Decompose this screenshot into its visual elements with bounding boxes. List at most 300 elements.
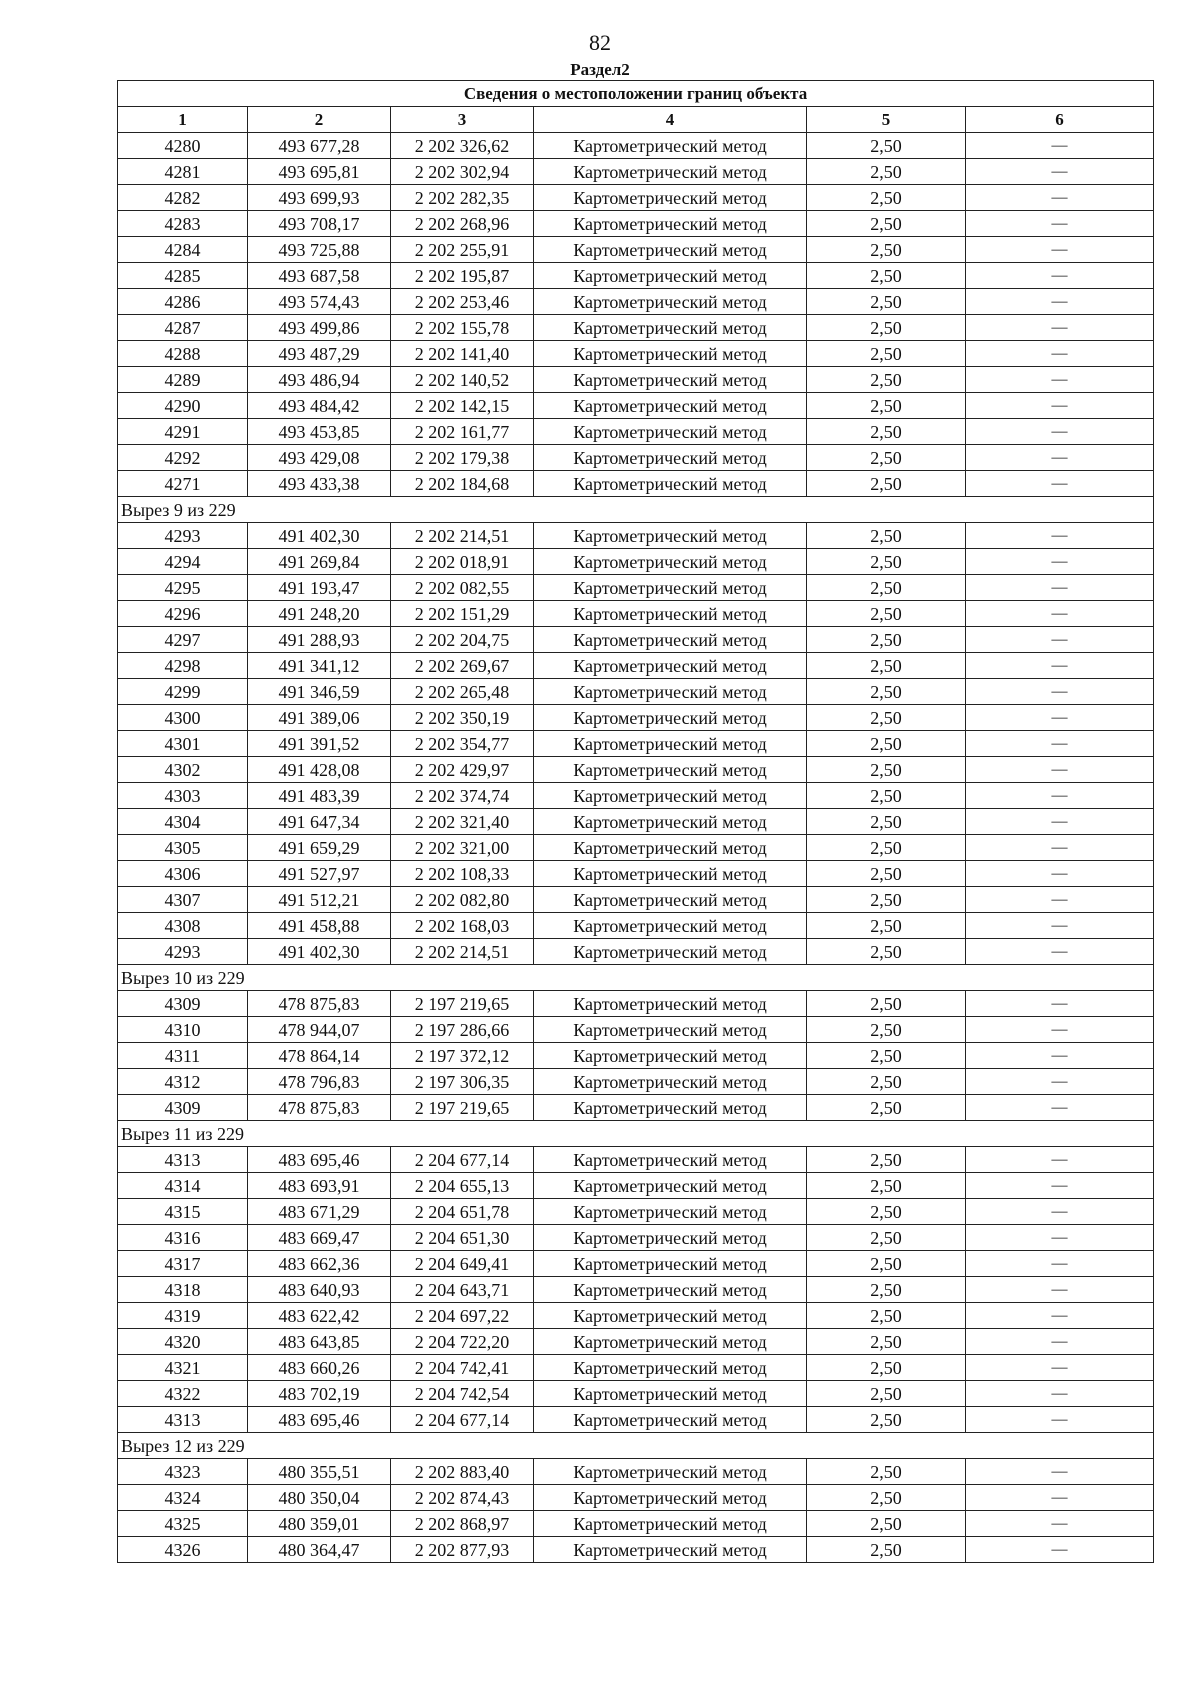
point-number-cell: 4299 [118, 679, 248, 705]
method-cell: Картометрический метод [534, 1043, 807, 1069]
description-cell: — [966, 1355, 1154, 1381]
table-row [118, 861, 1154, 887]
accuracy-cell: 2,50 [807, 887, 966, 913]
method-cell: Картометрический метод [534, 1251, 807, 1277]
x-coordinate-cell: 478 796,83 [248, 1069, 391, 1095]
description-cell: — [966, 887, 1154, 913]
section-label: Вырез 9 из 229 [118, 497, 1154, 523]
table-row [118, 1173, 1154, 1199]
accuracy-cell: 2,50 [807, 1199, 966, 1225]
y-coordinate-cell: 2 197 372,12 [391, 1043, 534, 1069]
method-cell: Картометрический метод [534, 315, 807, 341]
method-cell: Картометрический метод [534, 679, 807, 705]
x-coordinate-cell: 480 359,01 [248, 1511, 391, 1537]
x-coordinate-cell: 493 499,86 [248, 315, 391, 341]
y-coordinate-cell: 2 202 082,55 [391, 575, 534, 601]
table-row [118, 1017, 1154, 1043]
description-cell: — [966, 913, 1154, 939]
accuracy-cell: 2,50 [807, 341, 966, 367]
method-cell: Картометрический метод [534, 419, 807, 445]
description-cell: — [966, 549, 1154, 575]
point-number-cell: 4310 [118, 1017, 248, 1043]
method-cell: Картометрический метод [534, 1459, 807, 1485]
point-number-cell: 4282 [118, 185, 248, 211]
point-number-cell: 4291 [118, 419, 248, 445]
y-coordinate-cell: 2 202 321,40 [391, 809, 534, 835]
method-cell: Картометрический метод [534, 549, 807, 575]
x-coordinate-cell: 483 669,47 [248, 1225, 391, 1251]
accuracy-cell: 2,50 [807, 315, 966, 341]
accuracy-cell: 2,50 [807, 367, 966, 393]
point-number-cell: 4298 [118, 653, 248, 679]
x-coordinate-cell: 493 453,85 [248, 419, 391, 445]
table-row [118, 1537, 1154, 1563]
description-cell: — [966, 445, 1154, 471]
table-row [118, 1277, 1154, 1303]
table-row [118, 1147, 1154, 1173]
table-row [118, 1095, 1154, 1121]
x-coordinate-cell: 478 864,14 [248, 1043, 391, 1069]
table-row [118, 757, 1154, 783]
y-coordinate-cell: 2 202 354,77 [391, 731, 534, 757]
x-coordinate-cell: 493 677,28 [248, 133, 391, 159]
x-coordinate-cell: 491 269,84 [248, 549, 391, 575]
point-number-cell: 4316 [118, 1225, 248, 1251]
x-coordinate-cell: 483 643,85 [248, 1329, 391, 1355]
accuracy-cell: 2,50 [807, 263, 966, 289]
accuracy-cell: 2,50 [807, 289, 966, 315]
y-coordinate-cell: 2 202 321,00 [391, 835, 534, 861]
description-cell: — [966, 419, 1154, 445]
method-cell: Картометрический метод [534, 1537, 807, 1563]
point-number-cell: 4317 [118, 1251, 248, 1277]
x-coordinate-cell: 483 693,91 [248, 1173, 391, 1199]
section-row [118, 965, 1154, 991]
accuracy-cell: 2,50 [807, 549, 966, 575]
y-coordinate-cell: 2 202 161,77 [391, 419, 534, 445]
description-cell: — [966, 341, 1154, 367]
point-number-cell: 4293 [118, 523, 248, 549]
point-number-cell: 4303 [118, 783, 248, 809]
y-coordinate-cell: 2 202 429,97 [391, 757, 534, 783]
method-cell: Картометрический метод [534, 185, 807, 211]
point-number-cell: 4286 [118, 289, 248, 315]
point-number-cell: 4292 [118, 445, 248, 471]
accuracy-cell: 2,50 [807, 627, 966, 653]
table-row [118, 1069, 1154, 1095]
section-label: Вырез 11 из 229 [118, 1121, 1154, 1147]
description-cell: — [966, 289, 1154, 315]
x-coordinate-cell: 491 346,59 [248, 679, 391, 705]
description-cell: — [966, 237, 1154, 263]
method-cell: Картометрический метод [534, 393, 807, 419]
table-row [118, 315, 1154, 341]
method-cell: Картометрический метод [534, 1147, 807, 1173]
table-row [118, 1381, 1154, 1407]
point-number-cell: 4285 [118, 263, 248, 289]
method-cell: Картометрический метод [534, 1355, 807, 1381]
accuracy-cell: 2,50 [807, 159, 966, 185]
point-number-cell: 4309 [118, 1095, 248, 1121]
point-number-cell: 4313 [118, 1407, 248, 1433]
table-caption-row [118, 81, 1154, 107]
accuracy-cell: 2,50 [807, 445, 966, 471]
description-cell: — [966, 159, 1154, 185]
point-number-cell: 4319 [118, 1303, 248, 1329]
accuracy-cell: 2,50 [807, 1329, 966, 1355]
point-number-cell: 4304 [118, 809, 248, 835]
x-coordinate-cell: 491 483,39 [248, 783, 391, 809]
table-row [118, 237, 1154, 263]
point-number-cell: 4297 [118, 627, 248, 653]
table-row [118, 445, 1154, 471]
description-cell: — [966, 653, 1154, 679]
x-coordinate-cell: 491 402,30 [248, 523, 391, 549]
accuracy-cell: 2,50 [807, 1147, 966, 1173]
y-coordinate-cell: 2 202 214,51 [391, 523, 534, 549]
description-cell: — [966, 1225, 1154, 1251]
point-number-cell: 4312 [118, 1069, 248, 1095]
point-number-cell: 4300 [118, 705, 248, 731]
x-coordinate-cell: 478 875,83 [248, 991, 391, 1017]
method-cell: Картометрический метод [534, 887, 807, 913]
accuracy-cell: 2,50 [807, 471, 966, 497]
y-coordinate-cell: 2 202 179,38 [391, 445, 534, 471]
x-coordinate-cell: 491 402,30 [248, 939, 391, 965]
accuracy-cell: 2,50 [807, 757, 966, 783]
x-coordinate-cell: 493 433,38 [248, 471, 391, 497]
table-row [118, 1407, 1154, 1433]
x-coordinate-cell: 493 695,81 [248, 159, 391, 185]
point-number-cell: 4322 [118, 1381, 248, 1407]
method-cell: Картометрический метод [534, 653, 807, 679]
point-number-cell: 4288 [118, 341, 248, 367]
accuracy-cell: 2,50 [807, 1407, 966, 1433]
point-number-cell: 4293 [118, 939, 248, 965]
table-row [118, 835, 1154, 861]
point-number-cell: 4295 [118, 575, 248, 601]
y-coordinate-cell: 2 204 742,41 [391, 1355, 534, 1381]
point-number-cell: 4294 [118, 549, 248, 575]
table-row [118, 1329, 1154, 1355]
table-row [118, 887, 1154, 913]
point-number-cell: 4325 [118, 1511, 248, 1537]
description-cell: — [966, 731, 1154, 757]
section-row [118, 1121, 1154, 1147]
accuracy-cell: 2,50 [807, 913, 966, 939]
table-row [118, 211, 1154, 237]
x-coordinate-cell: 483 695,46 [248, 1147, 391, 1173]
table-row [118, 1459, 1154, 1485]
description-cell: — [966, 1017, 1154, 1043]
point-number-cell: 4315 [118, 1199, 248, 1225]
description-cell: — [966, 575, 1154, 601]
y-coordinate-cell: 2 202 195,87 [391, 263, 534, 289]
accuracy-cell: 2,50 [807, 575, 966, 601]
y-coordinate-cell: 2 202 374,74 [391, 783, 534, 809]
table-row [118, 419, 1154, 445]
accuracy-cell: 2,50 [807, 939, 966, 965]
boundary-table [117, 80, 1154, 1563]
table-header-row [118, 107, 1154, 133]
x-coordinate-cell: 480 355,51 [248, 1459, 391, 1485]
description-cell: — [966, 1277, 1154, 1303]
point-number-cell: 4320 [118, 1329, 248, 1355]
y-coordinate-cell: 2 202 255,91 [391, 237, 534, 263]
description-cell: — [966, 783, 1154, 809]
x-coordinate-cell: 493 574,43 [248, 289, 391, 315]
table-row [118, 731, 1154, 757]
x-coordinate-cell: 491 248,20 [248, 601, 391, 627]
accuracy-cell: 2,50 [807, 1511, 966, 1537]
method-cell: Картометрический метод [534, 1173, 807, 1199]
x-coordinate-cell: 483 662,36 [248, 1251, 391, 1277]
x-coordinate-cell: 493 699,93 [248, 185, 391, 211]
accuracy-cell: 2,50 [807, 1017, 966, 1043]
method-cell: Картометрический метод [534, 783, 807, 809]
x-coordinate-cell: 491 389,06 [248, 705, 391, 731]
y-coordinate-cell: 2 197 306,35 [391, 1069, 534, 1095]
method-cell: Картометрический метод [534, 1095, 807, 1121]
page-number: 82 [589, 30, 611, 55]
x-coordinate-cell: 483 660,26 [248, 1355, 391, 1381]
y-coordinate-cell: 2 202 877,93 [391, 1537, 534, 1563]
accuracy-cell: 2,50 [807, 1277, 966, 1303]
section-row [118, 497, 1154, 523]
y-coordinate-cell: 2 204 697,22 [391, 1303, 534, 1329]
description-cell: — [966, 601, 1154, 627]
x-coordinate-cell: 493 484,42 [248, 393, 391, 419]
description-cell: — [966, 367, 1154, 393]
table-row [118, 471, 1154, 497]
description-cell: — [966, 1095, 1154, 1121]
column-header: 5 [807, 107, 966, 133]
method-cell: Картометрический метод [534, 705, 807, 731]
table-row [118, 575, 1154, 601]
table-row [118, 601, 1154, 627]
table-row [118, 159, 1154, 185]
y-coordinate-cell: 2 204 677,14 [391, 1147, 534, 1173]
x-coordinate-cell: 483 702,19 [248, 1381, 391, 1407]
method-cell: Картометрический метод [534, 809, 807, 835]
method-cell: Картометрический метод [534, 601, 807, 627]
x-coordinate-cell: 478 875,83 [248, 1095, 391, 1121]
description-cell: — [966, 757, 1154, 783]
description-cell: — [966, 1511, 1154, 1537]
y-coordinate-cell: 2 204 655,13 [391, 1173, 534, 1199]
description-cell: — [966, 211, 1154, 237]
method-cell: Картометрический метод [534, 263, 807, 289]
method-cell: Картометрический метод [534, 1017, 807, 1043]
point-number-cell: 4323 [118, 1459, 248, 1485]
point-number-cell: 4318 [118, 1277, 248, 1303]
method-cell: Картометрический метод [534, 471, 807, 497]
description-cell: — [966, 471, 1154, 497]
x-coordinate-cell: 493 687,58 [248, 263, 391, 289]
accuracy-cell: 2,50 [807, 1251, 966, 1277]
x-coordinate-cell: 491 288,93 [248, 627, 391, 653]
y-coordinate-cell: 2 204 649,41 [391, 1251, 534, 1277]
description-cell: — [966, 315, 1154, 341]
x-coordinate-cell: 491 512,21 [248, 887, 391, 913]
accuracy-cell: 2,50 [807, 1173, 966, 1199]
y-coordinate-cell: 2 204 677,14 [391, 1407, 534, 1433]
point-number-cell: 4308 [118, 913, 248, 939]
accuracy-cell: 2,50 [807, 419, 966, 445]
description-cell: — [966, 1199, 1154, 1225]
x-coordinate-cell: 483 695,46 [248, 1407, 391, 1433]
description-cell: — [966, 939, 1154, 965]
accuracy-cell: 2,50 [807, 1355, 966, 1381]
accuracy-cell: 2,50 [807, 1225, 966, 1251]
section-title: Раздел2 [570, 60, 630, 79]
y-coordinate-cell: 2 204 651,30 [391, 1225, 534, 1251]
accuracy-cell: 2,50 [807, 653, 966, 679]
table-row [118, 939, 1154, 965]
x-coordinate-cell: 491 341,12 [248, 653, 391, 679]
accuracy-cell: 2,50 [807, 705, 966, 731]
y-coordinate-cell: 2 202 874,43 [391, 1485, 534, 1511]
description-cell: — [966, 393, 1154, 419]
table-row [118, 1043, 1154, 1069]
description-cell: — [966, 1069, 1154, 1095]
description-cell: — [966, 523, 1154, 549]
accuracy-cell: 2,50 [807, 1459, 966, 1485]
table-row [118, 991, 1154, 1017]
x-coordinate-cell: 491 647,34 [248, 809, 391, 835]
accuracy-cell: 2,50 [807, 1537, 966, 1563]
table-row [118, 289, 1154, 315]
section-row [118, 1433, 1154, 1459]
y-coordinate-cell: 2 202 282,35 [391, 185, 534, 211]
table-row [118, 1355, 1154, 1381]
description-cell: — [966, 1329, 1154, 1355]
table-row [118, 367, 1154, 393]
method-cell: Картометрический метод [534, 757, 807, 783]
y-coordinate-cell: 2 202 184,68 [391, 471, 534, 497]
method-cell: Картометрический метод [534, 1485, 807, 1511]
description-cell: — [966, 627, 1154, 653]
point-number-cell: 4313 [118, 1147, 248, 1173]
accuracy-cell: 2,50 [807, 393, 966, 419]
column-header: 2 [248, 107, 391, 133]
description-cell: — [966, 1485, 1154, 1511]
x-coordinate-cell: 491 391,52 [248, 731, 391, 757]
method-cell: Картометрический метод [534, 1199, 807, 1225]
method-cell: Картометрический метод [534, 1069, 807, 1095]
column-header: 1 [118, 107, 248, 133]
point-number-cell: 4271 [118, 471, 248, 497]
method-cell: Картометрический метод [534, 1303, 807, 1329]
y-coordinate-cell: 2 204 742,54 [391, 1381, 534, 1407]
method-cell: Картометрический метод [534, 991, 807, 1017]
point-number-cell: 4314 [118, 1173, 248, 1199]
accuracy-cell: 2,50 [807, 133, 966, 159]
description-cell: — [966, 1173, 1154, 1199]
x-coordinate-cell: 480 364,47 [248, 1537, 391, 1563]
y-coordinate-cell: 2 202 883,40 [391, 1459, 534, 1485]
method-cell: Картометрический метод [534, 237, 807, 263]
method-cell: Картометрический метод [534, 1381, 807, 1407]
description-cell: — [966, 835, 1154, 861]
table-row [118, 263, 1154, 289]
table-row [118, 1251, 1154, 1277]
y-coordinate-cell: 2 202 350,19 [391, 705, 534, 731]
x-coordinate-cell: 493 725,88 [248, 237, 391, 263]
method-cell: Картометрический метод [534, 835, 807, 861]
point-number-cell: 4301 [118, 731, 248, 757]
x-coordinate-cell: 483 671,29 [248, 1199, 391, 1225]
x-coordinate-cell: 491 527,97 [248, 861, 391, 887]
table-caption: Сведения о местоположении границ объекта [118, 81, 1154, 107]
table-row [118, 185, 1154, 211]
table-row [118, 1199, 1154, 1225]
y-coordinate-cell: 2 197 286,66 [391, 1017, 534, 1043]
accuracy-cell: 2,50 [807, 1069, 966, 1095]
description-cell: — [966, 1381, 1154, 1407]
method-cell: Картометрический метод [534, 159, 807, 185]
method-cell: Картометрический метод [534, 627, 807, 653]
y-coordinate-cell: 2 202 141,40 [391, 341, 534, 367]
description-cell: — [966, 679, 1154, 705]
y-coordinate-cell: 2 202 269,67 [391, 653, 534, 679]
accuracy-cell: 2,50 [807, 601, 966, 627]
point-number-cell: 4311 [118, 1043, 248, 1069]
description-cell: — [966, 991, 1154, 1017]
accuracy-cell: 2,50 [807, 185, 966, 211]
y-coordinate-cell: 2 202 253,46 [391, 289, 534, 315]
method-cell: Картометрический метод [534, 211, 807, 237]
accuracy-cell: 2,50 [807, 679, 966, 705]
table-row [118, 705, 1154, 731]
point-number-cell: 4284 [118, 237, 248, 263]
table-row [118, 1225, 1154, 1251]
point-number-cell: 4302 [118, 757, 248, 783]
y-coordinate-cell: 2 202 018,91 [391, 549, 534, 575]
method-cell: Картометрический метод [534, 575, 807, 601]
y-coordinate-cell: 2 202 168,03 [391, 913, 534, 939]
method-cell: Картометрический метод [534, 523, 807, 549]
description-cell: — [966, 1459, 1154, 1485]
description-cell: — [966, 1147, 1154, 1173]
y-coordinate-cell: 2 204 722,20 [391, 1329, 534, 1355]
point-number-cell: 4326 [118, 1537, 248, 1563]
method-cell: Картометрический метод [534, 341, 807, 367]
accuracy-cell: 2,50 [807, 835, 966, 861]
table-row [118, 809, 1154, 835]
method-cell: Картометрический метод [534, 1407, 807, 1433]
method-cell: Картометрический метод [534, 913, 807, 939]
description-cell: — [966, 1251, 1154, 1277]
accuracy-cell: 2,50 [807, 1381, 966, 1407]
y-coordinate-cell: 2 202 214,51 [391, 939, 534, 965]
description-cell: — [966, 1407, 1154, 1433]
method-cell: Картометрический метод [534, 1277, 807, 1303]
x-coordinate-cell: 493 487,29 [248, 341, 391, 367]
point-number-cell: 4305 [118, 835, 248, 861]
table-row [118, 1485, 1154, 1511]
method-cell: Картометрический метод [534, 731, 807, 757]
table-row [118, 653, 1154, 679]
y-coordinate-cell: 2 202 140,52 [391, 367, 534, 393]
y-coordinate-cell: 2 202 868,97 [391, 1511, 534, 1537]
section-label: Вырез 12 из 229 [118, 1433, 1154, 1459]
accuracy-cell: 2,50 [807, 1485, 966, 1511]
point-number-cell: 4309 [118, 991, 248, 1017]
table-row [118, 549, 1154, 575]
description-cell: — [966, 1537, 1154, 1563]
column-header: 6 [966, 107, 1154, 133]
